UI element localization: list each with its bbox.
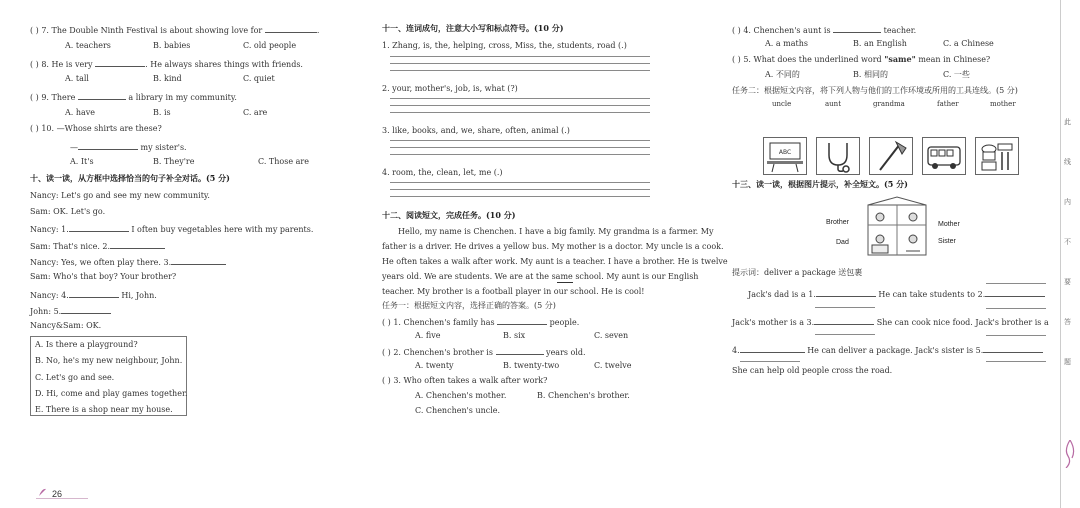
fill-line-2: Jack's mother is a 3. She can cook nice food. Jack's brother is a <box>732 318 1049 327</box>
writing-line[interactable] <box>986 283 1046 284</box>
writing-line[interactable] <box>390 189 650 190</box>
option-a: A. tall <box>65 74 89 83</box>
option-b: B. is <box>153 108 171 117</box>
option-c: C. Chenchen's uncle. <box>415 406 501 415</box>
writing-line[interactable] <box>390 105 650 106</box>
section-11-title: 十一、连词成句，注意大小写和标点符号。(10 分) <box>382 23 564 33</box>
writing-line[interactable] <box>390 56 650 57</box>
right-q4: ( ) 4. Chenchen's aunt is teacher. <box>732 26 917 35</box>
dialog-line: John: 5. <box>30 305 111 317</box>
writing-line[interactable] <box>815 307 875 308</box>
passage-line: Hello, my name is Chenchen. I have a big family. My grandma is a farmer. My <box>398 227 714 236</box>
writing-line[interactable] <box>986 361 1046 362</box>
q7: ( ) 7. The Double Ninth Festival is about showing love for . <box>30 26 320 35</box>
task-2-title: 任务二：根据短文内容，将下列人物与他们的工作环境或所用的工具连线。(5 分) <box>732 86 1018 95</box>
passage-line: father is a driver. He drives a yellow bus. My mother is a doctor. My uncle is a cook. <box>382 242 724 251</box>
dialog-line: Sam: That's nice. 2. <box>30 240 165 252</box>
family-picture <box>858 195 938 265</box>
person-label[interactable]: grandma <box>873 100 905 108</box>
answer-blank[interactable] <box>69 289 119 298</box>
writing-line[interactable] <box>815 334 875 335</box>
option-sentence: E. There is a shop near my house. <box>35 405 173 414</box>
answer-blank[interactable] <box>814 316 874 325</box>
dialog-line: Sam: OK. Let's go. <box>30 207 106 216</box>
section-12-title: 十二、阅读短文，完成任务。(10 分) <box>382 210 516 220</box>
option-c: C. are <box>243 108 268 117</box>
option-a: A. Chenchen's mother. <box>415 391 507 400</box>
fold-char: 不 <box>1064 238 1071 246</box>
writing-line[interactable] <box>390 182 650 183</box>
writing-line[interactable] <box>390 147 650 148</box>
sister-label: Sister <box>938 238 956 245</box>
answer-paren[interactable]: ( ) <box>382 376 391 385</box>
mother-label: Mother <box>938 221 960 228</box>
answer-blank[interactable] <box>61 305 111 314</box>
q9: ( ) 9. There a library in my community. <box>30 93 237 102</box>
page-ornament-icon <box>38 487 47 497</box>
answer-paren[interactable]: ( ) <box>30 93 39 102</box>
writing-line[interactable] <box>390 112 650 113</box>
option-c: C. seven <box>594 331 629 340</box>
dialog-line: Nancy: 4. Hi, John. <box>30 291 157 300</box>
option-b: B. twenty-two <box>503 361 560 370</box>
writing-line[interactable] <box>390 63 650 64</box>
answer-blank[interactable] <box>265 24 317 33</box>
stethoscope-icon[interactable] <box>816 137 860 175</box>
answer-blank[interactable] <box>69 223 129 232</box>
passage-line: teacher. My brother is a football player in our school. He is cool! <box>382 287 645 296</box>
answer-paren[interactable]: ( ) <box>30 60 39 69</box>
corner-ornament-icon <box>1062 440 1078 468</box>
answer-blank[interactable] <box>95 58 145 67</box>
page-number-rule <box>36 498 88 499</box>
task-1-title: 任务一：根据短文内容，选择正确的答案。(5 分) <box>382 301 556 310</box>
option-c: C. quiet <box>243 74 275 83</box>
dialog-line: Nancy: Let's go and see my new community. <box>30 191 210 200</box>
fold-char: 线 <box>1064 158 1071 166</box>
answer-blank[interactable] <box>740 344 805 353</box>
answer-blank[interactable] <box>110 240 165 249</box>
option-a: A. It's <box>70 157 94 166</box>
dialog-line: Nancy&Sam: OK. <box>30 321 102 330</box>
blackboard-icon[interactable] <box>763 137 807 175</box>
mid-q1: ( ) 1. Chenchen's family has people. <box>382 318 580 327</box>
fold-char: 要 <box>1064 278 1071 286</box>
right-q5: ( ) 5. What does the underlined word "same" mean in Chinese? <box>732 54 991 64</box>
fold-char: 答 <box>1064 318 1071 326</box>
writing-line[interactable] <box>986 335 1046 336</box>
answer-blank[interactable] <box>171 256 226 265</box>
answer-paren[interactable]: ( ) <box>30 26 39 35</box>
section-10-title: 十、读一读，从方框中选择恰当的句子补全对话。(5 分) <box>30 173 230 183</box>
kitchen-tools-icon[interactable] <box>975 137 1019 175</box>
q10: ( ) 10. —Whose shirts are these? <box>30 124 162 133</box>
answer-blank[interactable] <box>496 346 544 355</box>
option-sentence: C. Let's go and see. <box>35 373 115 382</box>
answer-blank[interactable] <box>78 141 138 150</box>
same-underline <box>557 282 573 283</box>
scrambled-sentence: 4. room, the, clean, let, me (.) <box>382 168 503 177</box>
person-label[interactable]: aunt <box>825 100 842 108</box>
answer-blank[interactable] <box>985 288 1045 297</box>
fold-char: 内 <box>1064 198 1071 206</box>
option-a: A. 不同的 <box>765 70 800 79</box>
option-c: C. Those are <box>258 157 309 166</box>
scrambled-sentence: 1. Zhang, is, the, helping, cross, Miss, the, students, road (.) <box>382 41 627 50</box>
answer-blank[interactable] <box>497 316 547 325</box>
option-a: A. teachers <box>65 41 111 50</box>
option-sentence: A. Is there a playground? <box>35 340 138 349</box>
option-b: B. six <box>503 331 526 340</box>
answer-paren[interactable]: ( ) <box>30 124 39 133</box>
writing-line[interactable] <box>390 154 650 155</box>
answer-blank[interactable] <box>78 91 126 100</box>
option-b: B. babies <box>153 41 191 50</box>
writing-line[interactable] <box>986 308 1046 309</box>
writing-line[interactable] <box>390 70 650 71</box>
option-a: A. a maths <box>765 39 809 48</box>
passage-line: years old. We are students. We are at the same school. My aunt is our English <box>382 272 699 281</box>
fold-margin <box>1060 0 1080 508</box>
writing-line[interactable] <box>390 140 650 141</box>
answer-blank[interactable] <box>833 24 881 33</box>
answer-paren[interactable]: ( ) <box>382 348 391 357</box>
option-c: C. old people <box>243 41 297 50</box>
page-number: 26 <box>52 489 63 499</box>
section-13-title: 十三、读一读，根据图片提示，补全短文。(5 分) <box>732 179 908 189</box>
option-a: A. twenty <box>415 361 454 370</box>
person-label[interactable]: mother <box>990 100 1016 108</box>
dialog-line: Nancy: 1. I often buy vegetables here with my parents. <box>30 225 314 234</box>
fold-char: 此 <box>1064 118 1071 126</box>
option-c: C. a Chinese <box>943 39 994 48</box>
mid-q3: ( ) 3. Who often takes a walk after work? <box>382 376 548 385</box>
option-b: B. Chenchen's brother. <box>537 391 630 400</box>
option-sentence: D. Hi, come and play games together. <box>35 389 188 398</box>
option-b: B. They're <box>153 157 195 166</box>
hoe-icon[interactable] <box>869 137 913 175</box>
scrambled-sentence: 3. like, books, and, we, share, often, animal (.) <box>382 126 570 135</box>
scrambled-sentence: 2. your, mother's, job, is, what (?) <box>382 84 518 93</box>
fill-line-1: Jack's dad is a 1. He can take students to 2. <box>748 288 1045 300</box>
option-c: C. twelve <box>594 361 632 370</box>
mid-q2: ( ) 2. Chenchen's brother is years old. <box>382 348 586 357</box>
option-b: B. 相同的 <box>853 70 888 79</box>
svg-text:ABC: ABC <box>778 149 792 156</box>
dad-label: Dad <box>836 239 849 246</box>
answer-paren[interactable]: ( ) <box>732 26 741 35</box>
q10-line2: — my sister's. <box>70 143 187 152</box>
hint-words: 提示词：deliver a package 送包裹 <box>732 268 863 277</box>
dialog-line: Nancy: Yes, we often play there. 3. <box>30 256 226 268</box>
q8: ( ) 8. He is very . He always shares things with friends. <box>30 60 303 69</box>
person-label[interactable]: uncle <box>772 100 792 108</box>
writing-line[interactable] <box>390 98 650 99</box>
fold-char: 题 <box>1064 358 1071 366</box>
fill-line-3: 4. He can deliver a package. Jack's sister is 5. <box>732 344 1043 356</box>
answer-paren[interactable]: ( ) <box>382 318 391 327</box>
passage-line: He often takes a walk after work. My aunt is a teacher. I have a brother. He is twelve <box>382 257 728 266</box>
answer-blank[interactable] <box>816 288 876 297</box>
brother-label: Brother <box>826 219 849 226</box>
writing-line[interactable] <box>740 361 800 362</box>
answer-paren[interactable]: ( ) <box>732 55 741 64</box>
person-label[interactable]: father <box>937 100 959 108</box>
option-c: C. 一些 <box>943 70 970 79</box>
option-a: A. have <box>65 108 96 117</box>
writing-line[interactable] <box>390 196 650 197</box>
option-b: B. kind <box>153 74 182 83</box>
answer-blank[interactable] <box>983 344 1043 353</box>
option-sentence: B. No, he's my new neighbour, John. <box>35 356 183 365</box>
option-a: A. five <box>415 331 441 340</box>
last-sentence: She can help old people cross the road. <box>732 366 893 375</box>
dialog-line: Sam: Who's that boy? Your brother? <box>30 272 177 281</box>
option-b: B. an English <box>853 39 907 48</box>
bus-icon[interactable] <box>922 137 966 175</box>
